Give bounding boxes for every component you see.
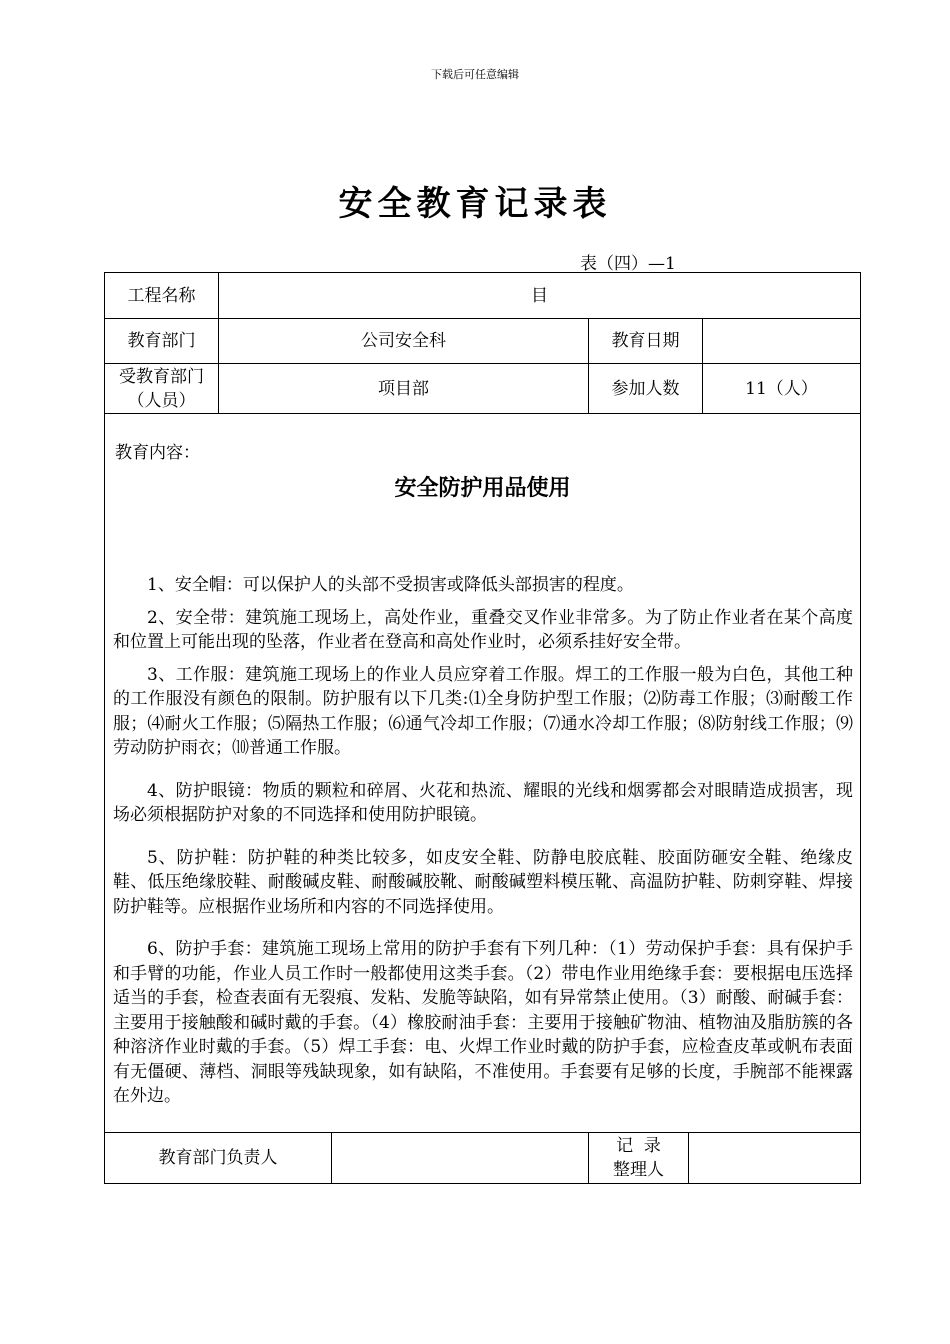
trainee-label bbox=[105, 364, 218, 413]
recorder-value[interactable] bbox=[689, 1133, 860, 1183]
content-body bbox=[113, 573, 853, 1109]
recorder-label bbox=[589, 1133, 688, 1183]
responsible-value[interactable] bbox=[332, 1133, 588, 1183]
trainee-value[interactable]: 项目部 bbox=[378, 378, 429, 399]
row-divider bbox=[105, 413, 860, 414]
table-code: 表（四）—1 bbox=[580, 254, 676, 274]
header-note: 下载后可任意编辑 bbox=[431, 68, 519, 81]
page-title: 安全教育记录表 bbox=[338, 184, 612, 224]
date-label: 教育日期 bbox=[611, 331, 680, 351]
date-value[interactable] bbox=[703, 319, 860, 363]
dept-label: 教育部门 bbox=[127, 331, 196, 351]
recorder-label-line2: 整理人 bbox=[613, 1160, 664, 1180]
paragraph-4: 4、防护眼镜：物质的颗粒和碎屑、火花和热流、耀眼的光线和烟雾都会对眼睛造成损害，现场必须根据防护对象的不同选择和使用防护眼镜。 bbox=[113, 780, 853, 825]
paragraph-1: 1、安全帽：可以保护人的头部不受损害或降低头部损害的程度。 bbox=[147, 575, 634, 595]
recorder-label-line1: 记 录 bbox=[616, 1136, 661, 1156]
count-label: 参加人数 bbox=[611, 378, 680, 399]
project-name-label: 工程名称 bbox=[127, 285, 196, 306]
project-name-value[interactable]: 目 bbox=[531, 285, 548, 306]
content-label: 教育内容： bbox=[115, 443, 200, 463]
paragraph-2: 2、安全带：建筑施工现场上，高处作业，重叠交叉作业非常多。为了防止作业者在某个高度和位置上可能出现的坠落，作业者在登高和高处作业时，必须系挂好安全带。 bbox=[113, 607, 853, 652]
paragraph-6: 6、防护手套：建筑施工现场上常用的防护手套有下列几种：（1）劳动保护手套：具有保护手和手臂的功能，作业人员工作时一般都使用这类手套。（2）带电作业用绝缘手套：要根据电压选择适当的手套，检查表面有无裂痕、发粘、发脆等缺陷，如有异常禁止使用。（3）耐酸、耐碱手套：主要用于接触酸和碱时戴的手套。（4）橡胶耐油手套：主要用于接触矿物油、植物油及脂肪簇的各种溶济作业时戴的手套。（5）焊工手套：电、火焊工作业时戴的防护手套，应检查皮革或帆布表面有无僵硬、薄档、洞眼等残缺现象，如有缺陷，不准使用。手套要有足够的长度，手腕部不能裸露在外边。 bbox=[113, 939, 853, 1106]
trainee-label-line2: （人员） bbox=[127, 390, 196, 411]
trainee-label-line1: 受教育部门 bbox=[119, 366, 204, 387]
content-title: 安全防护用品使用 bbox=[394, 475, 571, 501]
count-value[interactable]: 11（人） bbox=[745, 378, 818, 399]
paragraph-5: 5、防护鞋：防护鞋的种类比较多，如皮安全鞋、防静电胶底鞋、胶面防砸安全鞋、绝缘皮鞋、低压绝缘胶鞋、耐酸碱皮鞋、耐酸碱胶靴、耐酸碱塑料模压靴、高温防护鞋、防刺穿鞋、焊接防护鞋等。应根据作业场所和内容的不同选择使用。 bbox=[113, 847, 853, 917]
record-table bbox=[104, 272, 861, 1184]
paragraph-3: 3、工作服：建筑施工现场上的作业人员应穿着工作服。焊工的工作服一般为白色，其他工种的工作服没有颜色的限制。防护服有以下几类:⑴全身防护型工作服；⑵防毒工作服；⑶耐酸工作服；⑷耐火工作服；⑸隔热工作服；⑹通气冷却工作服；⑺通水冷却工作服；⑻防射线工作服；⑼劳动防护雨衣；⑽普通工作服。 bbox=[113, 664, 853, 758]
responsible-label: 教育部门负责人 bbox=[158, 1148, 278, 1168]
dept-value[interactable]: 公司安全科 bbox=[361, 331, 446, 351]
